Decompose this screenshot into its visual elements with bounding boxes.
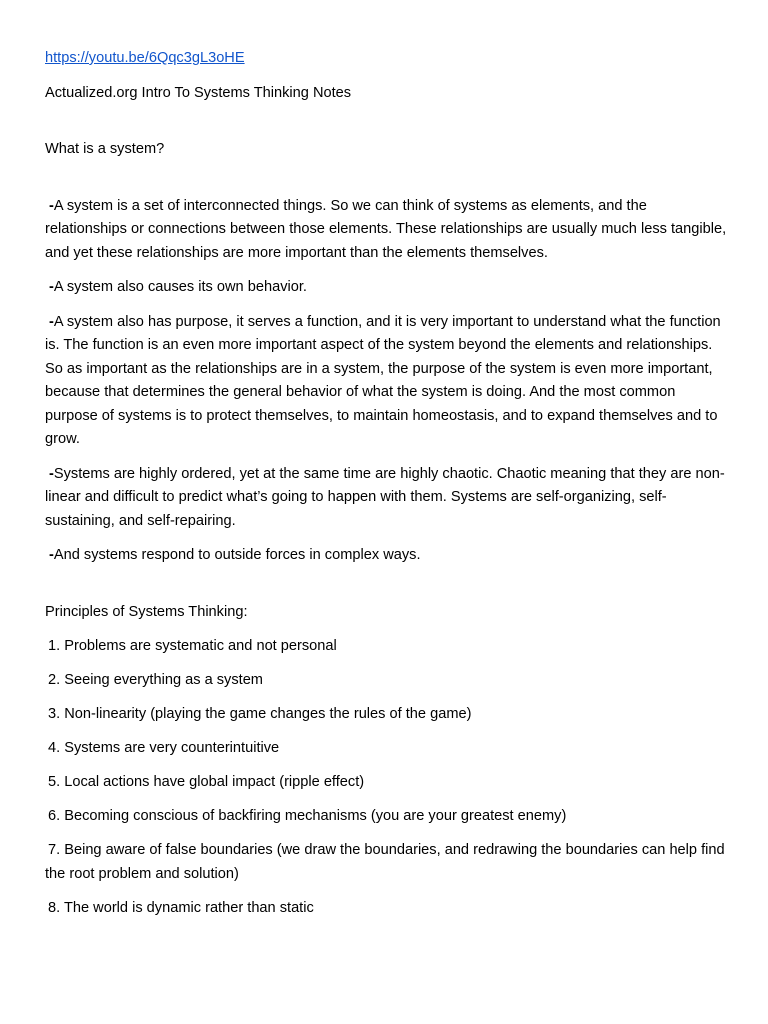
- principle-text: 7. Being aware of false boundaries (we draw the boundaries, and redrawing the boundaries can help find the root problem and solution): [45, 842, 725, 882]
- principle-text: 6. Becoming conscious of backfiring mechanisms (you are your greatest enemy): [48, 808, 567, 824]
- principles-heading: Principles of Systems Thinking:: [45, 603, 248, 620]
- bullet-text: Systems are highly ordered, yet at the same time are highly chaotic. Chaotic meaning that they are non-linear and difficult to predict what’s going to happen with them. Systems are self-organizing, self-sustaining, and self-repairing.: [45, 465, 725, 529]
- bullet-dash: -: [49, 313, 54, 330]
- document-page: [45, 47, 730, 931]
- spacer: [45, 116, 730, 138]
- bullet-dash: -: [49, 197, 54, 214]
- principle-item: [45, 771, 730, 795]
- principle-text: 2. Seeing everything as a system: [48, 672, 263, 688]
- principle-item: [45, 669, 730, 693]
- spacer: [45, 579, 730, 601]
- principle-item: [45, 897, 730, 921]
- bullet-text: And systems respond to outside forces in complex ways.: [53, 547, 421, 563]
- bullet-text: A system also causes its own behavior.: [53, 279, 307, 295]
- principle-item: [45, 839, 730, 886]
- bullet-text: A system also has purpose, it serves a function, and it is very important to understand what the function is. The function is an even more important aspect of the system beyond the elements and relationships. So as important as the relationships are in a system, the purpose of the system is even more important, because that determines the general behavior of what the system is doing. And the most common purpose of systems is to protect themselves, to maintain homeostasis, and to expand themselves and to grow.: [45, 313, 721, 447]
- principle-item: [45, 737, 730, 761]
- principle-text: 4. Systems are very counterintuitive: [48, 740, 280, 756]
- bullet-paragraph: [45, 276, 730, 300]
- section-question: What is a system?: [45, 141, 165, 157]
- principle-text: 8. The world is dynamic rather than static: [48, 899, 314, 916]
- video-link[interactable]: https://youtu.be/6Qqc3gL3oHE: [45, 50, 245, 66]
- bullet-paragraph: [45, 311, 730, 452]
- bullet-paragraph: [45, 463, 730, 534]
- bullet-paragraph: [45, 195, 730, 266]
- document-title: Actualized.org Intro To Systems Thinking Notes: [45, 84, 352, 101]
- principle-text: 3. Non-linearity (playing the game changes the rules of the game): [48, 706, 472, 722]
- bullet-paragraph: [45, 544, 730, 568]
- principle-text: 5. Local actions have global impact (ripple effect): [48, 774, 365, 790]
- principle-text: 1. Problems are systematic and not personal: [48, 638, 337, 654]
- bullet-dash: -: [49, 279, 54, 295]
- principle-item: [45, 635, 730, 659]
- principle-item: [45, 703, 730, 727]
- principle-item: [45, 805, 730, 829]
- bullet-dash: -: [49, 465, 54, 482]
- spacer: [45, 173, 730, 195]
- bullet-text: A system is a set of interconnected things. So we can think of systems as elements, and the relationships or connections between those elements. These relationships are usually much less tangible, and yet these relationships are more important than the elements themselves.: [45, 197, 727, 261]
- bullet-dash: -: [49, 547, 54, 563]
